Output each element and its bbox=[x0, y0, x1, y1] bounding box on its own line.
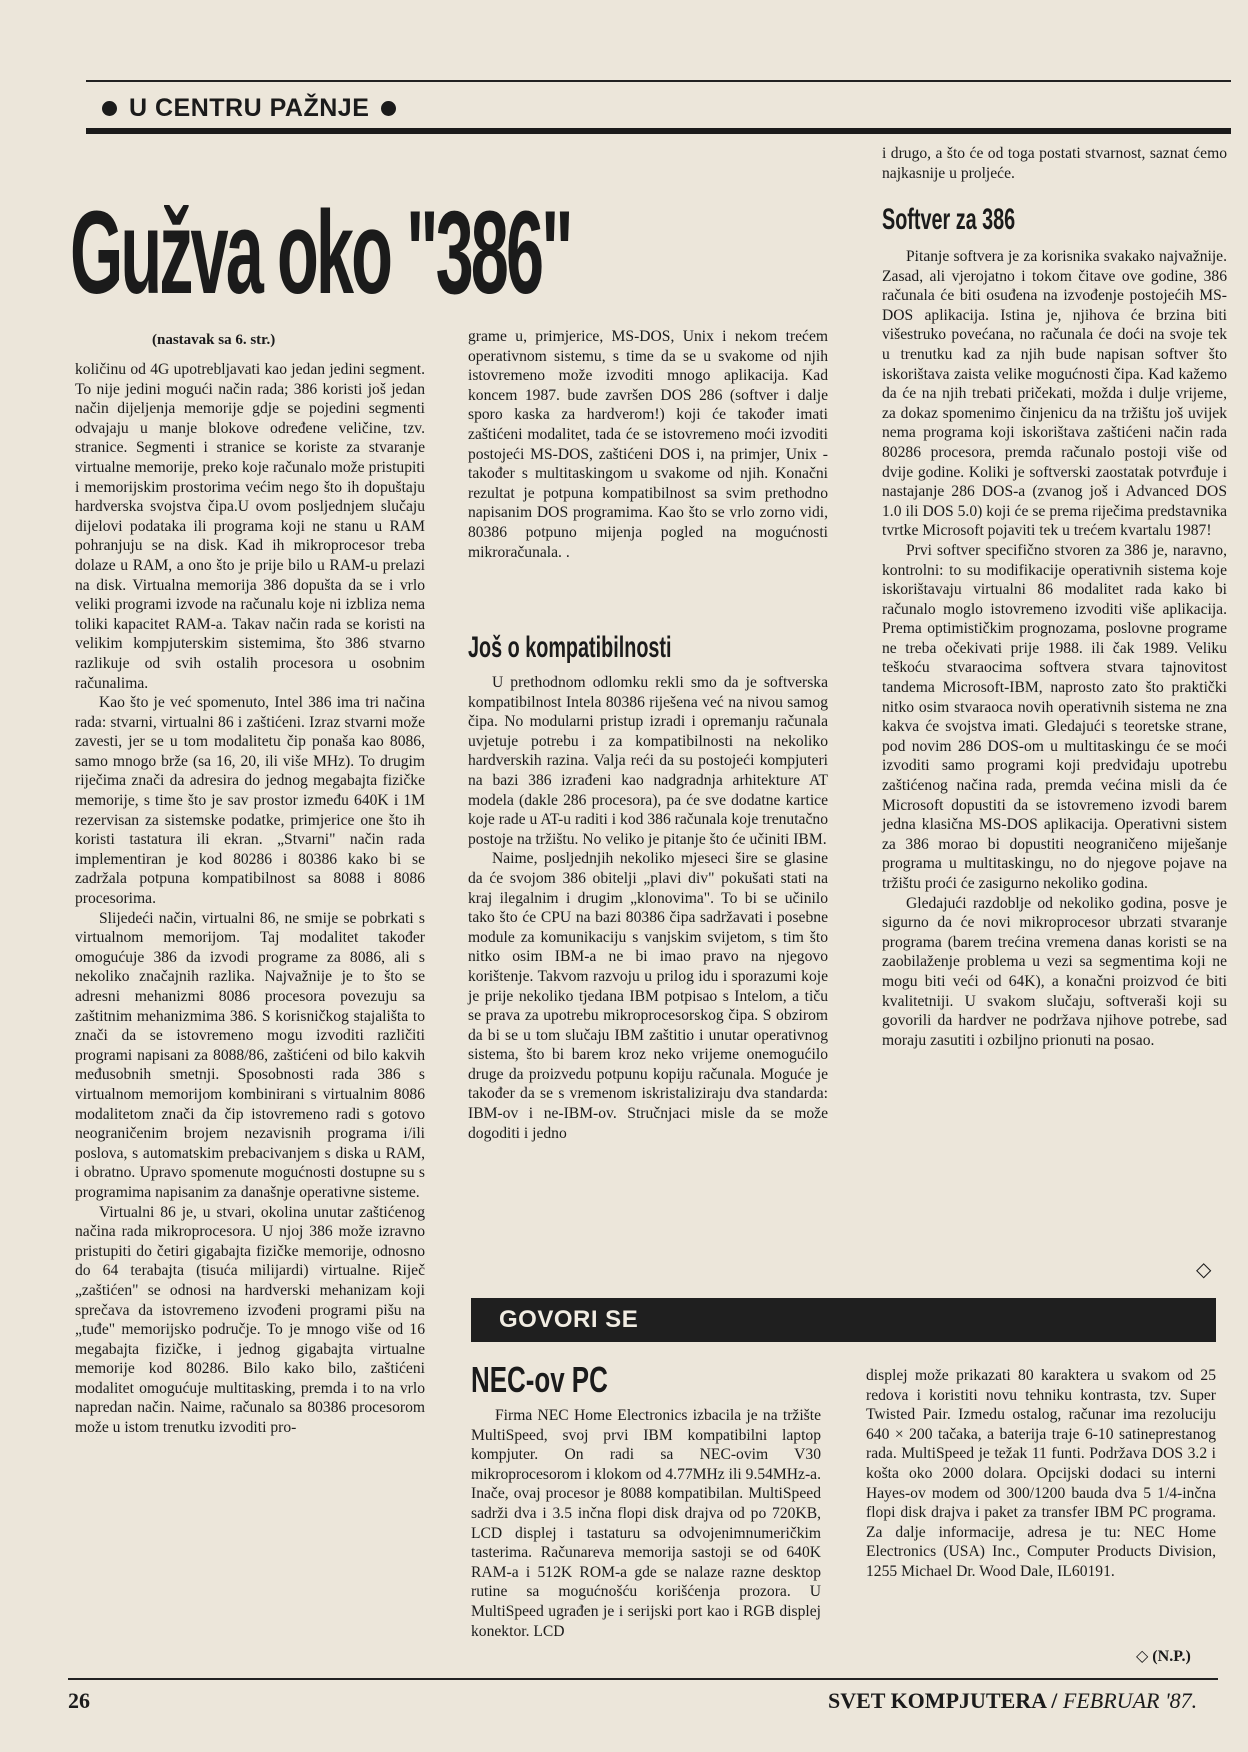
paragraph: Kao što je već spomenuto, Intel 386 ima tri načina rada: stvarni, virtualni 86 i zaštićeni. Izraz stvarni može zavesti, jer se u tom modalitetu čip ponaša kao 8086, samo mnogo brže (sa 16, 20, ili više MHz). To drugim riječima znači da adresira do jednog megabajta fizičke memorije, s time što je sav prostor između 640K i 1M rezervisan za sistemske podatke, primjerice one što ih koristi tastatura ili ekran. „Stvarni" način rada implementiran je kod 80286 i 80386 kako bi se zadržala potpuna kompatibilnost sa 8088 i 8086 procesorima. bbox=[75, 694, 425, 908]
article-headline: Gužva oko "386" bbox=[70, 187, 571, 319]
paragraph: količinu od 4G upotrebljavati kao jedan jedini segment. To nije jedini mogući način rada; 386 koristi još jedan način dijeljenja memorije gdje se pojedini segmenti odvajaju u manje blokove određene veličine, tzv. stranice. Segmenti i stranice se koriste za stvaranje virtualne memorije, preko koje računalo može pristupiti i memorijskim prostorima većim nego što ih dopuštaju hardverska svojstva čipa.U ovom posljednjem slučaju dijelovi podataka ili programa koji ne stanu u RAM pohranjuju se na disk. Kad ih mikroprocesor treba dolaze u RAM, a ono što je prije bilo u RAM-u prelazi na disk. Virtualna memorija 386 dopušta da se i vrlo veliki programi izvode na računalu koje ni izbliza nema toliki kapacitet RAM-a. Takav način rada se koristi na velikim kompjuterskim sistemima, što 386 stvarno razlikuje od svih ostalih procesora u osobnim računalima. bbox=[75, 361, 425, 692]
footer-rule bbox=[68, 1678, 1218, 1680]
article-column-2-bottom bbox=[468, 673, 828, 1285]
magazine-masthead bbox=[828, 1688, 1197, 1714]
paragraph: U prethodnom odlomku rekli smo da je softverska kompatibilnost Intela 80386 riješena već na nivou samog čipa. No modularni pristup izradi i opremanju računala uvjetuje potrebu i za kompatibilnosti na nekoliko hardverskih razina. Valja reći da su postojeći kompjuteri na bazi 386 izrađeni kao nadgradnja arhitekture AT modela (dakle 286 procesora), pa će sve dodatne kartice koje rade u AT-u raditi i kod 386 računala koje trenutačno postoje na tržištu. No veliko je pitanje što će učiniti IBM. bbox=[468, 674, 828, 848]
article-column-1 bbox=[75, 360, 425, 1670]
subheading-compatibility: Još o kompatibilnosti bbox=[468, 631, 672, 664]
paragraph: Slijedeći način, virtualni 86, ne smije se pobrkati s virtualnom memorijom. Taj modalitet također omogućuje 386 da izvodi programe za 8086, ali s nekoliko značajnih razlika. Najvažnije je to što se adresni mehanizmi 8086 procesora povezuju sa zaštitnim mehanizmima 386. S korisničkog stajališta to znači da se istovremeno mogu izvoditi različiti programi napisani za 8088/86, zaštićeni od bilo kakvih međusobnih smetnji. Sposobnosti rada 386 s virtualnom memorijom kombinirani s virtualnim 8086 modalitetom znači da čip istovremeno radi s gotovo neograničenim brojem nezavisnih programa i/ili poslova, s automatskim prebacivanjem s diska u RAM, i obratno. Upravo spomenute mogućnosti dostupne su s programima napisanim za današnje operativne sisteme. bbox=[75, 909, 425, 1201]
header-rule bbox=[86, 128, 1231, 134]
paragraph: Naime, posljednjih nekoliko mjeseci šire se glasine da će svojom 386 obitelji „plavi div" pokušati stati na kraj ilegalnim i drugim „klonovima". To bi se učinilo tako što će CPU na bazi 80386 čipa sadržavati i posebne module za komunikaciju s vanjskim svijetom, s tim što nitko osim IBM-a ne bi imao pravo na njegovo korištenje. Takvom razvoju u prilog idu i sporazumi koje je prije nekoliko tjedana IBM potpisao s Intelom, a tiču se prava za upotrebu mikroprocesorskog čipa. S obzirom da bi se u tom slučaju IBM zaštitio i unutar operativnog sistema, što bi barem kroz neko vrijeme onemogućilo druge da proizvedu potpunu kopiju računala. Moguće je također da se s vremenom iskristaliziraju dva standarda: IBM-ov i ne-IBM-ov. Stručnjaci misle da se može dogoditi i jedno bbox=[468, 850, 828, 1142]
paragraph: Virtualni 86 je, u stvari, okolina unutar zaštićenog načina rada mikroprocesora. U njoj 386 može izravno pristupiti do četiri gigabajta fizičke memorije, odnosno do 64 terabajta (tisuća milijardi) virtualne. Riječ „zaštićen" se odnosi na hardverski mehanizam koji sprečava da istovremeno izvođeni programi pišu na „tuđe" memorijsko područje. To je mnogo više od 16 megabajta fizičke, i jednog gigabajta virtualne memorije kod 80286. Bilo kako bilo, zaštićeni modalitet omogućuje multitasking, premda i to na vrlo napredan način. Naime, računalo sa 80386 procesorom može u istom trenutku izvoditi pro- bbox=[75, 1203, 425, 1437]
magazine-name: SVET KOMPJUTERA / bbox=[828, 1688, 1058, 1713]
paragraph: displej može prikazati 80 karaktera u svakom od 25 redova i koristiti novu tehniku kontrasta, tzv. Super Twisted Pair. Izmedu ostalog, računar ima rezoluciju 640 × 200 tačaka, a baterija traje 6-10 satineprestanog rada. MultiSpeed je težak 11 funti. Podržava DOS 3.2 i košta oko 2000 dolara. Opcijski dodaci su interni Hayes-ov modem od 300/1200 bauda dva 5 1/4-inčna flopi disk drajva i paket za transfer IBM PC programa. Za dalje informacije, adresa je tu: NEC Home Electronics (USA) Inc., Computer Products Division, 1255 Michael Dr. Wood Dale, IL60191. bbox=[866, 1367, 1216, 1580]
paragraph: Firma NEC Home Electronics izbacila je na tržište MultiSpeed, svoj prvi IBM kompatibilni laptop kompjuter. On radi sa NEC-ovim V30 mikroprocesorom i klokom od 4.77MHz ili 9.54MHz-a. Inače, ovaj procesor je 8088 kompatibilan. MultiSpeed sadrži dva i 3.5 inčna flopi disk drajva od po 720KB, LCD displej i tastaturu sa odvojenimnumeričkim tasterima. Računareva memorija sastoji se od 640K RAM-a i 512K ROM-a gde se nalaze razne desktop rutine sa mogućnošću korišćenja prozora. U MultiSpeed ugrađen je i serijski port kao i RGB displej konektor. LCD bbox=[471, 1407, 821, 1640]
end-diamond-icon: ◇ bbox=[1196, 1259, 1212, 1281]
page-number: 26 bbox=[68, 1688, 90, 1713]
section-header bbox=[90, 90, 408, 126]
paragraph: Pitanje softvera je za korisnika svakako najvažnije. Zasad, ali vjerojatno i tokom čitave ove godine, 386 računala će biti osuđena na izvođenje postojećih MS-DOS aplikacija. Istina je, njihova će brzina biti višestruko povećana, no računala će doći na svoje tek u trenutku kad za njih bude napisan softver što iskorištava zaista velike mogućnosti čipa. Kad kažemo da će na njih trebati pričekati, možda i dulje vrijeme, za dokaz spomenimo činjenicu da na tržištu još uvijek nema programa koji iskorištava zaštićeni način rada 80286 procesora, premda računalo postoji više od dvije godine. Koliki je softverski zaostatak potvrđuje i nastajanje 286 DOS-a (zvanog još i Advanced DOS 1.0 ili DOS 5.0) koji će se prema riječima predstavnika tvrtke Microsoft pojaviti tek u trećem kvartalu 1987! bbox=[882, 248, 1227, 540]
paragraph: Gledajući razdoblje od nekoliko godina, posve je sigurno da će novi mikroprocesor ubrzati stvaranje programa (barem trećina vremena danas koristi se na zaobilaženje problema u vezi sa segmentima koji ne mogu biti veći od 64K), a konačni proizvod će biti kvalitetniji. U svakom slučaju, softveraši koji su govorili da hardver ne podržava njihove potrebe, sad moraju zasutiti i ozbiljno prionuti na posao. bbox=[882, 894, 1227, 1049]
issue-date: FEBRUAR '87. bbox=[1062, 1688, 1198, 1713]
bullet-icon bbox=[102, 101, 117, 116]
news-banner: GOVORI SE bbox=[471, 1298, 1216, 1342]
author-signature: ◇ (N.P.) bbox=[1136, 1648, 1191, 1665]
article-column-3-bottom bbox=[882, 247, 1227, 1263]
news-title: NEC-ov PC bbox=[471, 1359, 608, 1400]
news-column-2 bbox=[866, 1366, 1216, 1656]
top-rule bbox=[86, 80, 1231, 82]
section-title: U CENTRU PAŽNJE bbox=[129, 93, 370, 122]
bullet-icon bbox=[381, 101, 396, 116]
continued-note: (nastavak sa 6. str.) bbox=[152, 332, 276, 348]
paragraph: grame u, primjerice, MS-DOS, Unix i nekom trećem operativnom sistemu, s time da se u svakome od njih istovremeno može izvoditi mnogo aplikacija. Kad koncem 1987. bude završen DOS 286 (softver i dalje sporo kaska za hardverom!) koji će također imati zaštićeni modalitet, tada će se istovremeno moći izvoditi postojeći MS-DOS, zaštićeni DOS i, na primjer, Unix - također s multitaskingom u svakome od njih. Konačni rezultat je potpuna kompatibilnost sa svim prethodno napisanim DOS programima. Kao što se vrlo zorno vidi, 80386 potpuno mijenja pogled na mogućnosti mikroračunala. . bbox=[468, 328, 828, 561]
article-column-2-top bbox=[468, 327, 828, 619]
subheading-software: Softver za 386 bbox=[882, 203, 1016, 236]
news-column-1 bbox=[471, 1406, 821, 1666]
paragraph: i drugo, a što će od toga postati stvarnost, saznat ćemo najkasnije u proljeće. bbox=[882, 145, 1227, 182]
paragraph: Prvi softver specifično stvoren za 386 je, naravno, kontrolni: to su modifikacije operativnih sistema koje iskorištavaju virtualni 86 modalitet rada kako bi računalo moglo istovremeno izvoditi više aplikacija. Prema optimističkim prognozama, poslovne programe ne treba očekivati prije 1988. ili čak 1989. Veliku teškoću stvaraocima softvera stvara tajnovitost tandema Microsoft-IBM, naprosto zato što praktički nitko osim stvaraoca novih operativnih sistema ne zna kakva će svojstva imati. Gledajući s teoretske strane, pod novim 286 DOS-om u multitaskingu će se moći izvoditi samo programi koji predviđaju upotrebu zaštićenog načina rada, premda većina misli da će Microsoft dopustiti da se istovremeno izvodi barem jedna klasična MS-DOS aplikacija. Operativni sistem za 386 morao bi dopustiti neograničeno miješanje programa u multitaskingu, no do njegove pojave na tržištu proći će zasigurno nekoliko godina. bbox=[882, 541, 1227, 892]
article-column-3-top bbox=[882, 144, 1227, 186]
